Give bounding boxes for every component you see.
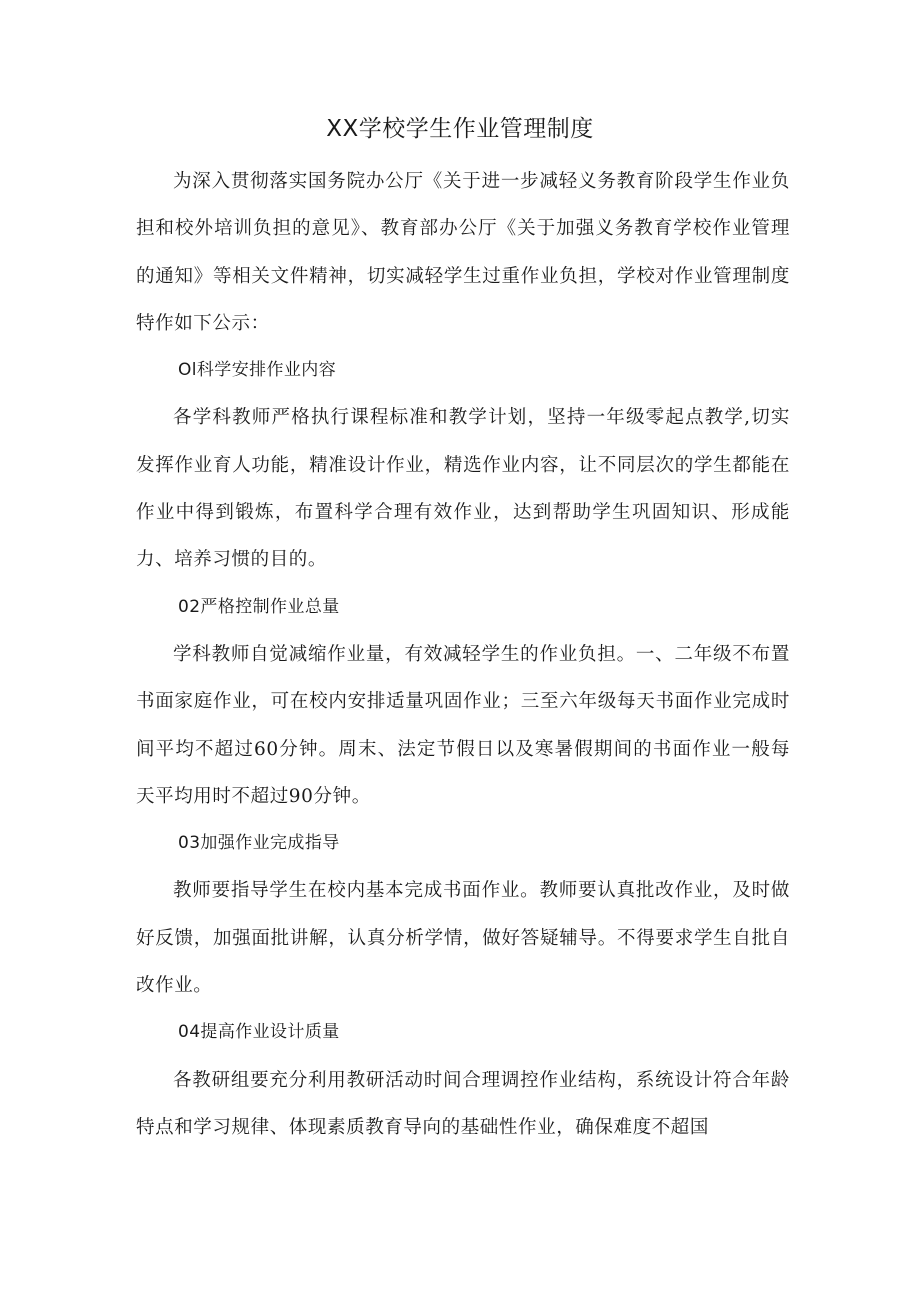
section-heading: 02严格控制作业总量	[178, 596, 340, 617]
intro-paragraph: 为深入贯彻落实国务院办公厅《关于进一步减轻义务教育阶段学生作业负担和校外培训负担的意见》、教育部办公厅《关于加强义务教育学校作业管理的通知》等相关文件精神，切实减轻学生过重作业负担，学校对作业管理制度特作如下公示：	[136, 171, 790, 334]
section-heading: Ol科学安排作业内容	[178, 360, 337, 381]
section-paragraph: 各学科教师严格执行课程标准和教学计划，坚持一年级零起点教学,切实发挥作业育人功能，精准设计作业，精选作业内容，让不同层次的学生都能在作业中得到锻炼，布置科学合理有效作业，达到帮助学生巩固知识、形成能力、培养习惯的目的。	[136, 407, 790, 571]
section-heading: 04提高作业设计质量	[178, 1022, 340, 1043]
section-1	[136, 347, 790, 583]
section-2	[136, 584, 790, 820]
section-heading: 03加强作业完成指导	[178, 833, 340, 854]
section-4	[136, 1009, 790, 1151]
section-paragraph: 各教研组要充分利用教研活动时间合理调控作业结构，系统设计符合年龄特点和学习规律、体现素质教育导向的基础性作业，确保难度不超国	[136, 1069, 790, 1138]
document-body	[136, 158, 790, 1151]
document-title: XX学校学生作业管理制度	[326, 116, 594, 142]
section-3	[136, 820, 790, 1009]
section-paragraph: 学科教师自觉减缩作业量，有效减轻学生的作业负担。一、二年级不布置书面家庭作业，可在校内安排适量巩固作业；三至六年级每天书面作业完成时间平均不超过60分钟。周末、法定节假日以及寒暑假期间的书面作业一般每天平均用时不超过90分钟。	[136, 643, 790, 807]
section-paragraph: 教师要指导学生在校内基本完成书面作业。教师要认真批改作业，及时做好反馈，加强面批讲解，认真分析学情，做好答疑辅导。不得要求学生自批自改作业。	[136, 880, 790, 997]
